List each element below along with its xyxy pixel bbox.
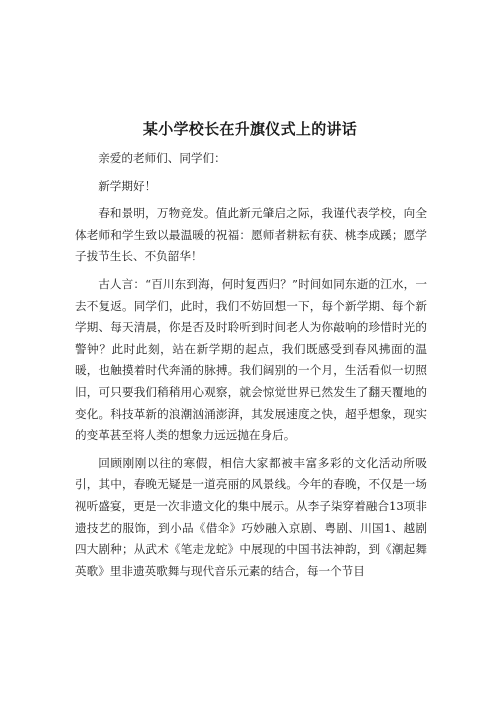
greeting: 新学期好！ (98, 178, 157, 193)
paragraph-blessing: 春和景明，万物竞发。值此新元肇启之际，我谨代表学校，向全体老师和学生致以最温暖的祝福：愿师者耕耘有获、桃李成蹊；愿学子拔节生长、不负韶华！ (75, 206, 427, 264)
document-title: 某小学校长在升旗仪式上的讲话 (142, 120, 358, 138)
salutation: 亲爱的老师们、同学们： (98, 151, 226, 165)
paragraph-spring-gala: 回顾刚刚以往的寒假，相信大家都被丰富多彩的文化活动所吸引，其中，春晚无疑是一道亮丽的风景线。今年的春晚，不仅是一场视听盛宴，更是一次非遗文化的集中展示。从李子柒穿着融合13项非遗技艺的服饰，到小品《借伞》巧妙融入京剧、粤剧、川国1、越剧四大剧种；从武术《笔走龙蛇》中展现的中国书法神韵，到《潮起舞英歌》里非遗英歌舞与现代音乐元素的结合，每一个节目 (75, 455, 427, 578)
paragraph-time: 古人言：“百川东到海，何时复西归？”时间如同东逝的江水，一去不复返。同学们，此时，我们不妨回想一下，每个新学期、每个新学期、每天清晨，你是否及时聆听到时间老人为你敲响的珍惜时光的警钟？此时此刻，站在新学期的起点，我们既感受到春风拂面的温暖，也触摸着时代奔涌的脉搏。我们阔别的一个月，生活看似一切照旧，可只要我们稍稍用心观察，就会惊觉世界已然发生了翻天覆地的变化。科技革新的浪潮汹涌澎湃，其发展速度之快，超乎想象，现实的变革甚至将人类的想象力远远抛在身后。 (75, 276, 427, 443)
document-body (75, 148, 427, 582)
